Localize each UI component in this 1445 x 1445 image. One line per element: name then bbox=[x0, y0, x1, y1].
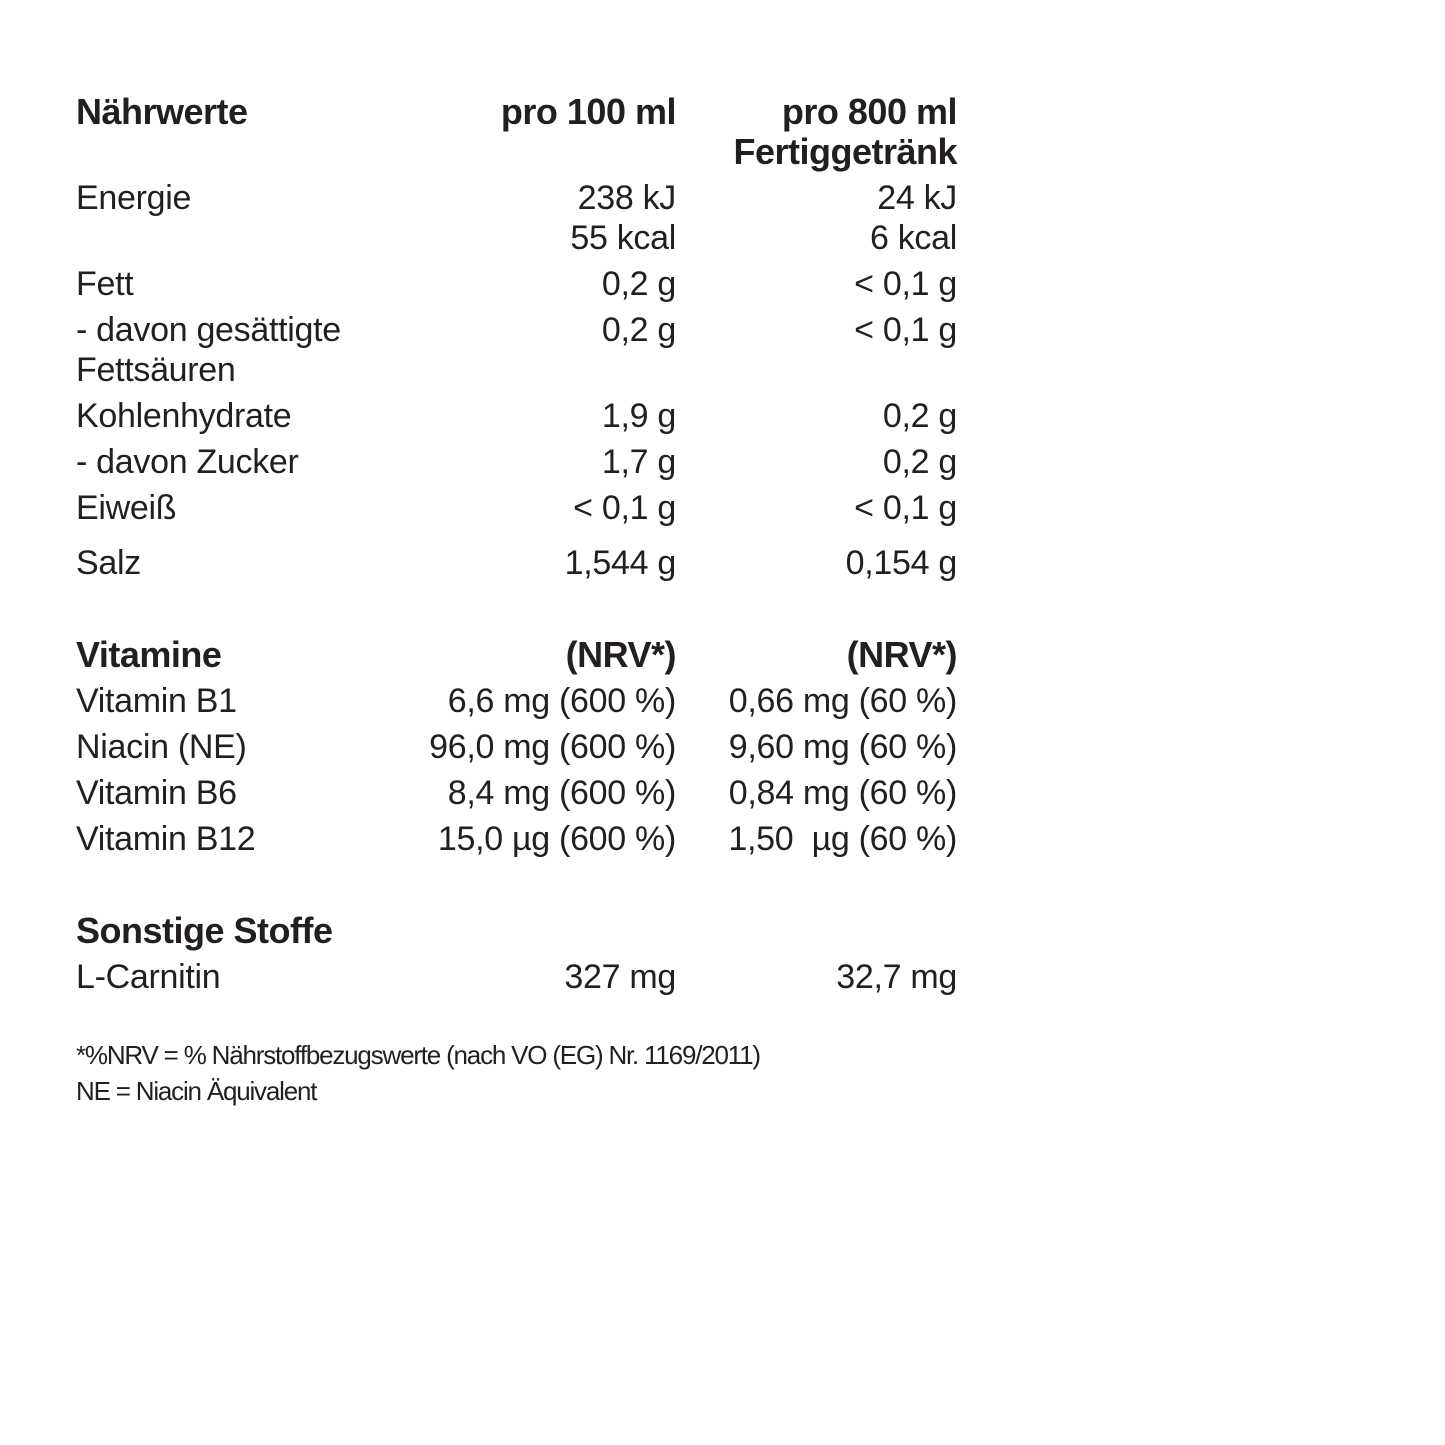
row-fett bbox=[76, 264, 976, 304]
row-gesaettigte-fettsaeuren bbox=[76, 310, 976, 390]
row-l-carnitin bbox=[76, 957, 976, 997]
value-salz-100: 1,544 g bbox=[564, 544, 676, 582]
label-zucker: - davon Zucker bbox=[76, 443, 299, 481]
value-zucker-800: 0,2 g bbox=[882, 443, 957, 481]
label-gesaettigte-fettsaeuren bbox=[76, 310, 396, 390]
value-energie-100-kcal: 55 kcal bbox=[570, 219, 676, 257]
value-energie-100-kj: 238 kJ bbox=[577, 179, 676, 217]
footnote-ne: NE = Niacin Äquivalent bbox=[76, 1076, 317, 1106]
value-l-carnitin-100: 327 mg bbox=[564, 958, 676, 996]
value-vitamin-b6-800: 0,84 mg (60 %) bbox=[728, 774, 957, 812]
value-vitamin-b1-800: 0,66 mg (60 %) bbox=[728, 682, 957, 720]
row-vitamin-b12 bbox=[76, 819, 976, 859]
label-fett: Fett bbox=[76, 265, 134, 303]
header-per-100ml: pro 100 ml bbox=[500, 91, 676, 132]
value-fett-100: 0,2 g bbox=[601, 265, 676, 303]
footnote-nrv: *%NRV = % Nährstoffbezugswerte (nach VO (EG) Nr. 1169/2011) bbox=[76, 1040, 760, 1070]
value-zucker-100: 1,7 g bbox=[601, 443, 676, 481]
row-eiweiss bbox=[76, 488, 976, 528]
row-kohlenhydrate bbox=[76, 396, 976, 436]
vitamine-header-nrv-100: (NRV*) bbox=[565, 634, 676, 675]
label-gesaettigte-line2: Fettsäuren bbox=[76, 351, 236, 389]
value-niacin-100: 96,0 mg (600 %) bbox=[429, 728, 676, 766]
value-fett-800: < 0,1 g bbox=[854, 265, 957, 303]
nutrition-table bbox=[76, 92, 976, 1109]
value-energie-800-kcal: 6 kcal bbox=[869, 219, 957, 257]
value-vitamin-b1-100: 6,6 mg (600 %) bbox=[447, 682, 676, 720]
value-niacin-800: 9,60 mg (60 %) bbox=[728, 728, 957, 766]
value-l-carnitin-800: 32,7 mg bbox=[836, 958, 957, 996]
label-niacin: Niacin (NE) bbox=[76, 728, 247, 766]
row-vitamin-b1 bbox=[76, 681, 976, 721]
value-kohlenhydrate-100: 1,9 g bbox=[601, 397, 676, 435]
vitamine-header-nrv-800: (NRV*) bbox=[846, 634, 957, 675]
value-gesaettigte-100: 0,2 g bbox=[601, 311, 676, 349]
row-niacin bbox=[76, 727, 976, 767]
nutrition-header-row bbox=[76, 92, 976, 172]
row-vitamin-b6 bbox=[76, 773, 976, 813]
value-energie-800-kj: 24 kJ bbox=[877, 179, 957, 217]
header-per-800ml bbox=[676, 92, 957, 172]
value-salz-800: 0,154 g bbox=[845, 544, 957, 582]
label-vitamin-b1: Vitamin B1 bbox=[76, 682, 237, 720]
label-gesaettigte-line1: - davon gesättigte bbox=[76, 311, 341, 349]
row-zucker bbox=[76, 442, 976, 482]
value-vitamin-b12-100: 15,0 µg (600 %) bbox=[437, 820, 676, 858]
value-gesaettigte-800: < 0,1 g bbox=[854, 311, 957, 349]
header-per-800ml-line1: pro 800 ml bbox=[781, 91, 957, 132]
header-per-800ml-line2: Fertiggetränk bbox=[733, 131, 957, 172]
label-vitamin-b12: Vitamin B12 bbox=[76, 820, 256, 858]
value-eiweiss-100: < 0,1 g bbox=[573, 489, 676, 527]
value-energie-100 bbox=[396, 178, 676, 258]
value-kohlenhydrate-800: 0,2 g bbox=[882, 397, 957, 435]
label-energie: Energie bbox=[76, 179, 192, 217]
label-eiweiss: Eiweiß bbox=[76, 489, 177, 527]
value-energie-800 bbox=[676, 178, 957, 258]
row-salz bbox=[76, 543, 976, 583]
sonstige-title: Sonstige Stoffe bbox=[76, 910, 333, 951]
value-vitamin-b12-800: 1,50 µg (60 %) bbox=[728, 820, 957, 858]
nutrition-header-label: Nährwerte bbox=[76, 91, 248, 132]
label-kohlenhydrate: Kohlenhydrate bbox=[76, 397, 292, 435]
sonstige-header-row bbox=[76, 911, 976, 951]
vitamine-header-label: Vitamine bbox=[76, 634, 222, 675]
label-l-carnitin: L-Carnitin bbox=[76, 958, 221, 996]
vitamine-header-row bbox=[76, 635, 976, 675]
label-vitamin-b6: Vitamin B6 bbox=[76, 774, 237, 812]
value-eiweiss-800: < 0,1 g bbox=[854, 489, 957, 527]
row-energie bbox=[76, 178, 976, 258]
value-vitamin-b6-100: 8,4 mg (600 %) bbox=[447, 774, 676, 812]
label-salz: Salz bbox=[76, 544, 141, 582]
footnotes bbox=[76, 1037, 976, 1109]
